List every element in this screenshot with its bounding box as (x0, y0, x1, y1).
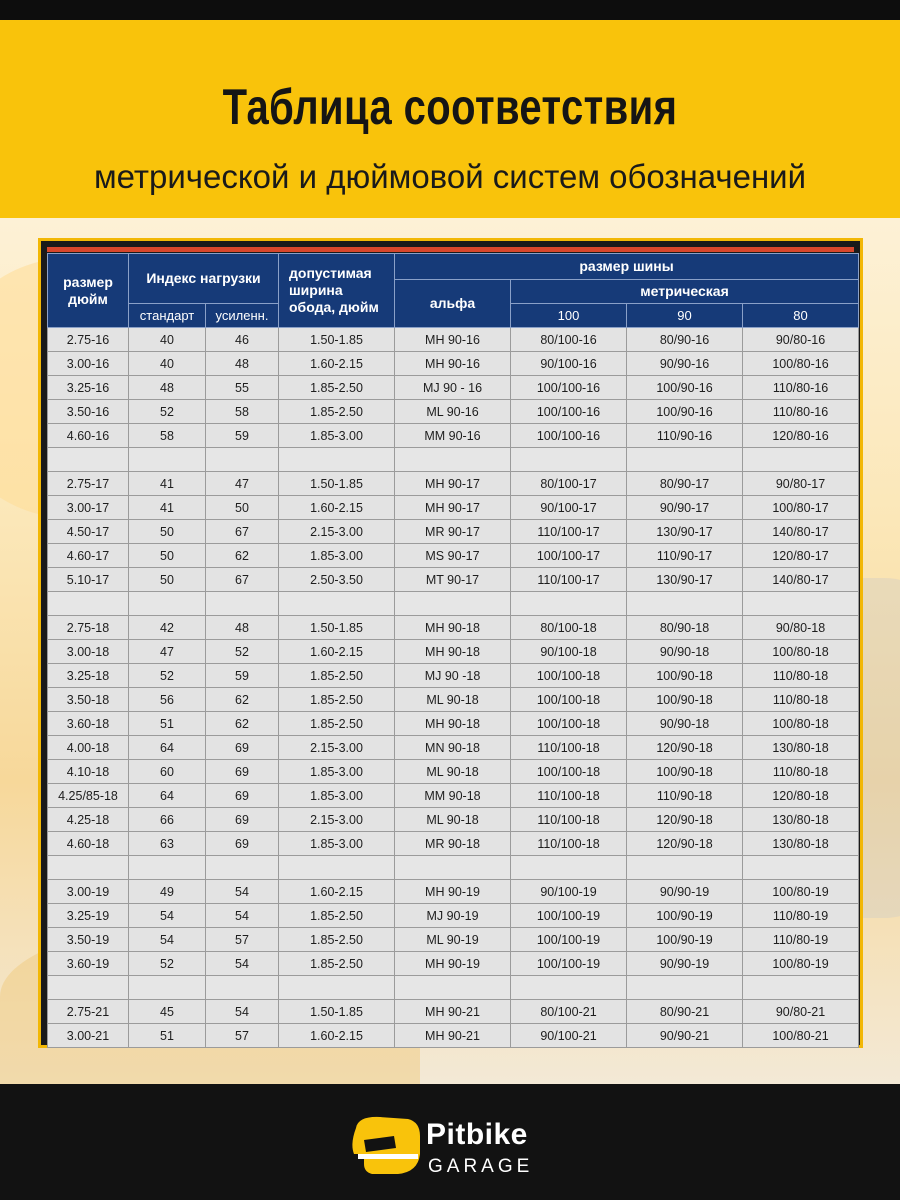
table-row (48, 544, 859, 568)
table-cell: 54 (206, 904, 279, 928)
table-cell: 62 (206, 544, 279, 568)
table-cell: 1.60-2.15 (279, 640, 395, 664)
table-cell (743, 448, 859, 472)
table-cell: 1.85-3.00 (279, 544, 395, 568)
table-cell: 80/90-21 (627, 1000, 743, 1024)
table-cell: 1.85-2.50 (279, 952, 395, 976)
table-cell: 54 (129, 904, 206, 928)
table-cell (743, 592, 859, 616)
spacer-row (48, 592, 859, 616)
table-cell: MH 90-17 (395, 472, 511, 496)
table-cell: 100/90-16 (627, 376, 743, 400)
table-cell: 4.25-18 (48, 808, 129, 832)
table-cell (129, 856, 206, 880)
table-cell: 100/90-18 (627, 664, 743, 688)
table-cell: 4.60-16 (48, 424, 129, 448)
table-cell: 1.85-2.50 (279, 904, 395, 928)
table-cell: 1.85-3.00 (279, 784, 395, 808)
table-cell: 48 (129, 376, 206, 400)
table-cell: 80/90-16 (627, 328, 743, 352)
table-cell: MH 90-19 (395, 880, 511, 904)
table-cell: 80/100-18 (511, 616, 627, 640)
table-cell: 120/90-18 (627, 808, 743, 832)
table-cell: 80/90-17 (627, 472, 743, 496)
spacer-row (48, 448, 859, 472)
table-cell: MH 90-16 (395, 352, 511, 376)
table-cell: 60 (129, 760, 206, 784)
table-cell: MH 90-19 (395, 952, 511, 976)
table-cell: 90/90-19 (627, 880, 743, 904)
table-cell: 120/80-17 (743, 544, 859, 568)
table-cell (48, 856, 129, 880)
table-cell: 1.50-1.85 (279, 1000, 395, 1024)
table-cell (627, 592, 743, 616)
table-cell: MT 90-17 (395, 568, 511, 592)
table-row (48, 832, 859, 856)
table-cell: 3.25-19 (48, 904, 129, 928)
table-cell: 90/90-18 (627, 640, 743, 664)
table-cell (129, 592, 206, 616)
table-cell: 120/90-18 (627, 832, 743, 856)
table-cell (627, 976, 743, 1000)
table-cell: 100/80-19 (743, 880, 859, 904)
table-cell: MJ 90 - 16 (395, 376, 511, 400)
table-cell: 4.00-18 (48, 736, 129, 760)
table-cell: 40 (129, 352, 206, 376)
table-cell (743, 976, 859, 1000)
table-cell: 110/80-19 (743, 928, 859, 952)
table-cell: 64 (129, 784, 206, 808)
table-cell (129, 976, 206, 1000)
table-cell: 90/90-18 (627, 712, 743, 736)
table-cell (511, 976, 627, 1000)
table-cell: 42 (129, 616, 206, 640)
table-cell: 51 (129, 712, 206, 736)
table-cell: 100/100-18 (511, 760, 627, 784)
table-cell: 1.50-1.85 (279, 472, 395, 496)
table-cell: 50 (206, 496, 279, 520)
table-cell: MH 90-17 (395, 496, 511, 520)
table-cell: 50 (129, 544, 206, 568)
table-cell: 67 (206, 568, 279, 592)
table-cell (395, 856, 511, 880)
table-cell: 54 (206, 952, 279, 976)
table-cell: MJ 90 -18 (395, 664, 511, 688)
table-row (48, 808, 859, 832)
brand-name: Pitbike (426, 1118, 528, 1151)
header-alpha: альфа (395, 280, 511, 328)
table-cell: 100/100-18 (511, 688, 627, 712)
table-cell: MR 90-17 (395, 520, 511, 544)
header-rim-width: допустимая ширина обода, дюйм (279, 254, 395, 328)
header-size-inch: размер дюйм (48, 254, 129, 328)
table-cell: 3.00-18 (48, 640, 129, 664)
table-cell: 90/80-16 (743, 328, 859, 352)
table-cell: 54 (206, 1000, 279, 1024)
table-cell: 90/100-17 (511, 496, 627, 520)
table-cell: 49 (129, 880, 206, 904)
table-cell: 3.00-21 (48, 1024, 129, 1048)
table-cell: 110/80-18 (743, 688, 859, 712)
table-cell: 110/80-16 (743, 400, 859, 424)
table-frame (38, 238, 863, 1048)
table-cell: 54 (129, 928, 206, 952)
page-title: Таблица соответствия (222, 79, 678, 135)
table-cell: 100/100-19 (511, 952, 627, 976)
table-cell: 90/80-17 (743, 472, 859, 496)
table-cell: 56 (129, 688, 206, 712)
table-cell: 100/100-16 (511, 376, 627, 400)
table-row (48, 688, 859, 712)
header-standard: стандарт (129, 304, 206, 328)
footer (0, 1084, 900, 1200)
table-cell: 80/90-18 (627, 616, 743, 640)
table-cell: 110/100-18 (511, 784, 627, 808)
table-cell: 52 (129, 400, 206, 424)
table-cell: MH 90-18 (395, 712, 511, 736)
table-body (48, 328, 859, 1048)
table-cell: 90/100-19 (511, 880, 627, 904)
helmet-logo-icon (350, 1114, 422, 1176)
table-cell: 66 (129, 808, 206, 832)
table-cell (279, 976, 395, 1000)
table-row (48, 904, 859, 928)
table-cell: 1.50-1.85 (279, 616, 395, 640)
table-cell: 2.75-17 (48, 472, 129, 496)
table-cell (48, 592, 129, 616)
table-cell: 100/80-16 (743, 352, 859, 376)
table-cell: ML 90-18 (395, 808, 511, 832)
table-cell: 110/90-16 (627, 424, 743, 448)
table-cell: 100/80-19 (743, 952, 859, 976)
table-cell: 80/100-21 (511, 1000, 627, 1024)
table-cell (511, 448, 627, 472)
table-cell: 140/80-17 (743, 568, 859, 592)
header-load-index: Индекс нагрузки (129, 254, 279, 304)
table-row (48, 568, 859, 592)
table-cell (206, 592, 279, 616)
table-cell: 3.60-19 (48, 952, 129, 976)
table-cell: 47 (129, 640, 206, 664)
table-row (48, 424, 859, 448)
table-row (48, 952, 859, 976)
table-cell (627, 448, 743, 472)
table-cell (206, 448, 279, 472)
table-cell: 3.50-16 (48, 400, 129, 424)
table-cell: 100/80-17 (743, 496, 859, 520)
table-cell: 100/100-18 (511, 664, 627, 688)
table-cell: 110/80-18 (743, 760, 859, 784)
table-cell: 100/80-21 (743, 1024, 859, 1048)
spacer-row (48, 856, 859, 880)
table-cell: MM 90-16 (395, 424, 511, 448)
table-cell: 1.85-3.00 (279, 424, 395, 448)
table-cell: 41 (129, 496, 206, 520)
table-cell: 2.15-3.00 (279, 808, 395, 832)
table-cell: 57 (206, 1024, 279, 1048)
table-cell: 3.25-16 (48, 376, 129, 400)
table-cell: 110/100-17 (511, 520, 627, 544)
table-cell: 69 (206, 784, 279, 808)
table-cell: 48 (206, 616, 279, 640)
table-cell: 90/100-21 (511, 1024, 627, 1048)
table-cell: 100/100-19 (511, 904, 627, 928)
table-cell: 1.85-3.00 (279, 760, 395, 784)
table-cell: 100/90-19 (627, 904, 743, 928)
table-cell: 2.75-16 (48, 328, 129, 352)
table-cell (511, 592, 627, 616)
table-cell (279, 592, 395, 616)
table-cell: ML 90-19 (395, 928, 511, 952)
header-metric-90: 90 (627, 304, 743, 328)
table-cell: 130/80-18 (743, 808, 859, 832)
table-cell: 3.60-18 (48, 712, 129, 736)
table-cell: 54 (206, 880, 279, 904)
header-metric-80: 80 (743, 304, 859, 328)
table-cell: 4.10-18 (48, 760, 129, 784)
table-cell: 110/90-18 (627, 784, 743, 808)
table-cell (48, 976, 129, 1000)
table-cell: 100/90-18 (627, 760, 743, 784)
table-cell (627, 856, 743, 880)
table-cell: 110/100-18 (511, 736, 627, 760)
table-cell: 50 (129, 520, 206, 544)
table-cell: 120/80-18 (743, 784, 859, 808)
table-cell: MH 90-21 (395, 1024, 511, 1048)
table-cell (129, 448, 206, 472)
table-cell: 1.60-2.15 (279, 1024, 395, 1048)
table-cell: 100/90-19 (627, 928, 743, 952)
table-row (48, 376, 859, 400)
table-cell: 51 (129, 1024, 206, 1048)
table-row (48, 472, 859, 496)
table-row (48, 664, 859, 688)
table-cell: MS 90-17 (395, 544, 511, 568)
table-cell: 140/80-17 (743, 520, 859, 544)
table-cell: 64 (129, 736, 206, 760)
table-cell: 69 (206, 736, 279, 760)
table-cell: 110/100-17 (511, 568, 627, 592)
table-cell: 1.85-2.50 (279, 376, 395, 400)
table-cell: MH 90-18 (395, 640, 511, 664)
table-cell: 2.75-18 (48, 616, 129, 640)
header-reinforced: усиленн. (206, 304, 279, 328)
table-cell: 4.60-18 (48, 832, 129, 856)
table-cell: 58 (206, 400, 279, 424)
table-cell (279, 856, 395, 880)
table-cell: 5.10-17 (48, 568, 129, 592)
table-cell: MH 90-21 (395, 1000, 511, 1024)
table-cell: 110/90-17 (627, 544, 743, 568)
table-cell: 110/80-18 (743, 664, 859, 688)
table-cell: 100/80-18 (743, 640, 859, 664)
table-cell: 3.00-17 (48, 496, 129, 520)
spacer-row (48, 976, 859, 1000)
table-cell: 100/80-18 (743, 712, 859, 736)
table-cell: 1.60-2.15 (279, 352, 395, 376)
table-cell (206, 856, 279, 880)
table-cell: 52 (206, 640, 279, 664)
table-cell: 1.60-2.15 (279, 880, 395, 904)
page-subtitle: метрической и дюймовой систем обозначений (93, 158, 807, 195)
table-cell: 69 (206, 808, 279, 832)
table-cell: 3.00-16 (48, 352, 129, 376)
table-row (48, 616, 859, 640)
table-cell: 1.85-2.50 (279, 400, 395, 424)
table-cell (395, 976, 511, 1000)
table-cell: 90/90-17 (627, 496, 743, 520)
table-cell: 3.25-18 (48, 664, 129, 688)
table-cell: 69 (206, 760, 279, 784)
table-cell: 100/100-16 (511, 424, 627, 448)
table-cell: 58 (129, 424, 206, 448)
table-cell: 110/100-18 (511, 808, 627, 832)
table-cell (743, 856, 859, 880)
table-cell: 100/100-16 (511, 400, 627, 424)
table-row (48, 880, 859, 904)
table-cell: 46 (206, 328, 279, 352)
table-row (48, 1000, 859, 1024)
table-row (48, 352, 859, 376)
table-cell: MH 90-18 (395, 616, 511, 640)
table-cell: 1.50-1.85 (279, 328, 395, 352)
table-cell: 130/90-17 (627, 520, 743, 544)
table-cell: MN 90-18 (395, 736, 511, 760)
table-cell: 80/100-16 (511, 328, 627, 352)
table-row (48, 928, 859, 952)
table-cell: 2.15-3.00 (279, 736, 395, 760)
table-cell: 45 (129, 1000, 206, 1024)
table-cell (206, 976, 279, 1000)
table-cell (395, 448, 511, 472)
table-cell: 62 (206, 688, 279, 712)
table-cell: MH 90-16 (395, 328, 511, 352)
table-cell: 80/100-17 (511, 472, 627, 496)
table-cell: 50 (129, 568, 206, 592)
table-cell (511, 856, 627, 880)
table-cell: 90/90-21 (627, 1024, 743, 1048)
table-cell: MR 90-18 (395, 832, 511, 856)
table-cell: 59 (206, 424, 279, 448)
table-cell: 2.50-3.50 (279, 568, 395, 592)
table-cell: 1.85-2.50 (279, 688, 395, 712)
table-cell: 48 (206, 352, 279, 376)
table-row (48, 712, 859, 736)
table-cell: 90/90-19 (627, 952, 743, 976)
table-row (48, 520, 859, 544)
table-cell: 47 (206, 472, 279, 496)
table-cell: 3.00-19 (48, 880, 129, 904)
tire-size-table (47, 253, 859, 1048)
table-row (48, 736, 859, 760)
table-cell: ML 90-18 (395, 688, 511, 712)
page-header (0, 20, 900, 218)
table-row (48, 400, 859, 424)
table-cell (48, 448, 129, 472)
table-cell: 110/100-18 (511, 832, 627, 856)
table-cell: 1.85-3.00 (279, 832, 395, 856)
table-cell: 40 (129, 328, 206, 352)
table-cell: 4.25/85-18 (48, 784, 129, 808)
table-cell: 90/80-21 (743, 1000, 859, 1024)
table-cell: 1.85-2.50 (279, 664, 395, 688)
table-cell: 90/100-18 (511, 640, 627, 664)
table-cell: 130/80-18 (743, 736, 859, 760)
table-cell: 67 (206, 520, 279, 544)
table-cell: 120/80-16 (743, 424, 859, 448)
table-cell (279, 448, 395, 472)
table-cell: 100/100-18 (511, 712, 627, 736)
table-cell: ML 90-16 (395, 400, 511, 424)
table-cell: 90/80-18 (743, 616, 859, 640)
brand-subtitle: GARAGE (428, 1156, 534, 1177)
table-row (48, 328, 859, 352)
table-row (48, 784, 859, 808)
table-cell: 130/90-17 (627, 568, 743, 592)
table-cell: ML 90-18 (395, 760, 511, 784)
table-cell: 1.60-2.15 (279, 496, 395, 520)
table-cell: MM 90-18 (395, 784, 511, 808)
table-cell: 57 (206, 928, 279, 952)
header-metric: метрическая (511, 280, 859, 304)
table-cell: 59 (206, 664, 279, 688)
table-cell: 55 (206, 376, 279, 400)
table-row (48, 760, 859, 784)
table-cell: 63 (129, 832, 206, 856)
table-row (48, 496, 859, 520)
table-cell: 41 (129, 472, 206, 496)
table-cell: 4.50-17 (48, 520, 129, 544)
table-cell: 110/80-16 (743, 376, 859, 400)
table-cell: 100/100-19 (511, 928, 627, 952)
table-cell: 1.85-2.50 (279, 928, 395, 952)
table-cell: 3.50-19 (48, 928, 129, 952)
table-cell: 52 (129, 952, 206, 976)
table-cell: 2.75-21 (48, 1000, 129, 1024)
table-cell: 3.50-18 (48, 688, 129, 712)
table-cell: 90/100-16 (511, 352, 627, 376)
table-cell: 62 (206, 712, 279, 736)
table-cell (395, 592, 511, 616)
table-cell: MJ 90-19 (395, 904, 511, 928)
table-cell: 52 (129, 664, 206, 688)
table-cell: 100/90-18 (627, 688, 743, 712)
table-cell: 120/90-18 (627, 736, 743, 760)
table-cell: 90/90-16 (627, 352, 743, 376)
table-cell: 69 (206, 832, 279, 856)
table-row (48, 1024, 859, 1048)
table-cell: 1.85-2.50 (279, 712, 395, 736)
table-cell: 100/100-17 (511, 544, 627, 568)
table-row (48, 640, 859, 664)
accent-line (47, 247, 854, 252)
table-cell: 4.60-17 (48, 544, 129, 568)
header-metric-100: 100 (511, 304, 627, 328)
top-strip (0, 0, 900, 20)
table-cell: 2.15-3.00 (279, 520, 395, 544)
header-tire-size: размер шины (395, 254, 859, 280)
table-cell: 110/80-19 (743, 904, 859, 928)
table-cell: 130/80-18 (743, 832, 859, 856)
table-cell: 100/90-16 (627, 400, 743, 424)
